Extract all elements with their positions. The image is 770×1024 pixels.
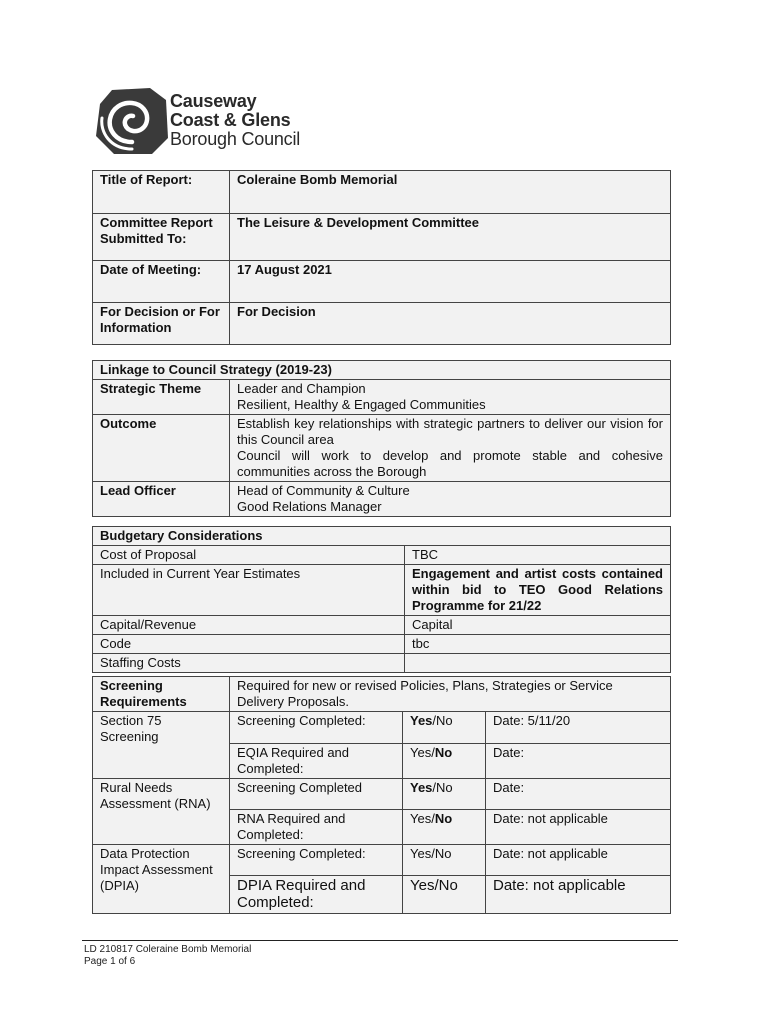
report-label: Committee Report Submitted To:	[93, 214, 230, 261]
linkage-line: Council will work to develop and promote stable and cohesive communities across the Borough	[237, 448, 663, 479]
screening-yes-no	[403, 744, 486, 779]
linkage-value	[230, 482, 671, 517]
linkage-row-theme	[93, 380, 671, 415]
screening-group: Data Protection Impact Assessment (DPIA)	[93, 845, 230, 914]
budget-row	[93, 635, 671, 654]
linkage-label: Outcome	[93, 415, 230, 482]
linkage-value	[230, 415, 671, 482]
logo-line-2: Coast & Glens	[170, 110, 291, 130]
linkage-table	[92, 360, 671, 517]
screening-row-rna	[93, 779, 671, 810]
budget-value	[405, 654, 671, 673]
report-details-table	[92, 170, 671, 345]
yes-option: Yes	[410, 780, 433, 795]
screening-header-label: Screening Requirements	[93, 677, 230, 712]
linkage-line: Leader and Champion	[237, 381, 366, 396]
footer-divider	[82, 940, 678, 941]
yes-option: Yes	[410, 713, 433, 728]
budget-row	[93, 565, 671, 616]
screening-date: Date:	[486, 779, 671, 810]
no-option: No	[436, 780, 453, 795]
screening-date: Date: not applicable	[486, 845, 671, 876]
screening-table	[92, 676, 671, 914]
budget-row	[93, 654, 671, 673]
screening-date: Date: not applicable	[486, 876, 671, 914]
budget-value: Engagement and artist costs contained within bid to TEO Good Relations Programme for 21/22	[405, 565, 671, 616]
budget-header-row	[93, 527, 671, 546]
screening-header-row	[93, 677, 671, 712]
report-row-date	[93, 261, 671, 303]
screening-yes-no	[403, 845, 486, 876]
linkage-row-officer	[93, 482, 671, 517]
linkage-line: Head of Community & Culture	[237, 483, 410, 498]
no-option: No	[434, 846, 452, 861]
screening-group: Section 75 Screening	[93, 712, 230, 779]
logo-line-1: Causeway	[170, 91, 257, 111]
budget-header: Budgetary Considerations	[93, 527, 671, 546]
budget-row	[93, 616, 671, 635]
screening-date: Date:	[486, 744, 671, 779]
slash: /	[431, 745, 435, 760]
budget-row	[93, 546, 671, 565]
no-option: No	[438, 877, 458, 894]
screening-yes-no	[403, 810, 486, 845]
slash: /	[432, 713, 437, 728]
report-label: Date of Meeting:	[93, 261, 230, 303]
report-value: Coleraine Bomb Memorial	[230, 171, 671, 214]
linkage-line: Good Relations Manager	[237, 499, 382, 514]
budget-label: Cost of Proposal	[93, 546, 405, 565]
budget-value: TBC	[405, 546, 671, 565]
report-label: Title of Report:	[93, 171, 230, 214]
slash: /	[432, 780, 437, 795]
screening-item: Screening Completed:	[230, 712, 403, 744]
report-value: The Leisure & Development Committee	[230, 214, 671, 261]
screening-item: EQIA Required and Completed:	[230, 744, 403, 779]
yes-option: Yes	[410, 877, 435, 894]
yes-option: Yes	[410, 811, 432, 826]
no-option: No	[434, 811, 453, 826]
budget-value: Capital	[405, 616, 671, 635]
report-value: For Decision	[230, 303, 671, 345]
linkage-row-outcome	[93, 415, 671, 482]
screening-item: Screening Completed	[230, 779, 403, 810]
slash: /	[431, 846, 435, 861]
logo-line-3: Borough Council	[170, 129, 301, 149]
logo-wordmark	[170, 92, 300, 149]
slash: /	[431, 811, 435, 826]
linkage-line: Establish key relationships with strategic partners to deliver our vision for this Council area	[237, 416, 663, 447]
linkage-value	[230, 380, 671, 415]
linkage-header: Linkage to Council Strategy (2019-23)	[93, 361, 671, 380]
footer-document-ref: LD 210817 Coleraine Bomb Memorial	[84, 944, 252, 955]
no-option: No	[436, 713, 453, 728]
budget-label: Capital/Revenue	[93, 616, 405, 635]
screening-header-value: Required for new or revised Policies, Plans, Strategies or Service Delivery Proposals.	[230, 677, 671, 712]
budget-value: tbc	[405, 635, 671, 654]
budget-label: Code	[93, 635, 405, 654]
report-label: For Decision or For Information	[93, 303, 230, 345]
screening-yes-no	[403, 779, 486, 810]
screening-item: RNA Required and Completed:	[230, 810, 403, 845]
screening-row-s75	[93, 712, 671, 744]
linkage-line: Resilient, Healthy & Engaged Communities	[237, 397, 486, 412]
screening-yes-no	[403, 712, 486, 744]
report-row-committee	[93, 214, 671, 261]
slash: /	[434, 877, 439, 894]
screening-date: Date: 5/11/20	[486, 712, 671, 744]
screening-date: Date: not applicable	[486, 810, 671, 845]
linkage-header-row	[93, 361, 671, 380]
screening-group: Rural Needs Assessment (RNA)	[93, 779, 230, 845]
report-value: 17 August 2021	[230, 261, 671, 303]
yes-option: Yes	[410, 846, 432, 861]
linkage-label: Lead Officer	[93, 482, 230, 517]
screening-yes-no	[403, 876, 486, 914]
budget-label: Staffing Costs	[93, 654, 405, 673]
no-option: No	[434, 745, 453, 760]
report-row-title	[93, 171, 671, 214]
page-footer	[84, 944, 251, 968]
yes-option: Yes	[410, 745, 432, 760]
screening-item: Screening Completed:	[230, 845, 403, 876]
budget-table	[92, 526, 671, 673]
report-row-decision	[93, 303, 671, 345]
linkage-label: Strategic Theme	[93, 380, 230, 415]
screening-item: DPIA Required and Completed:	[230, 876, 403, 914]
budget-label: Included in Current Year Estimates	[93, 565, 405, 616]
screening-row-dpia	[93, 845, 671, 876]
footer-page-number: Page 1 of 6	[84, 956, 136, 967]
